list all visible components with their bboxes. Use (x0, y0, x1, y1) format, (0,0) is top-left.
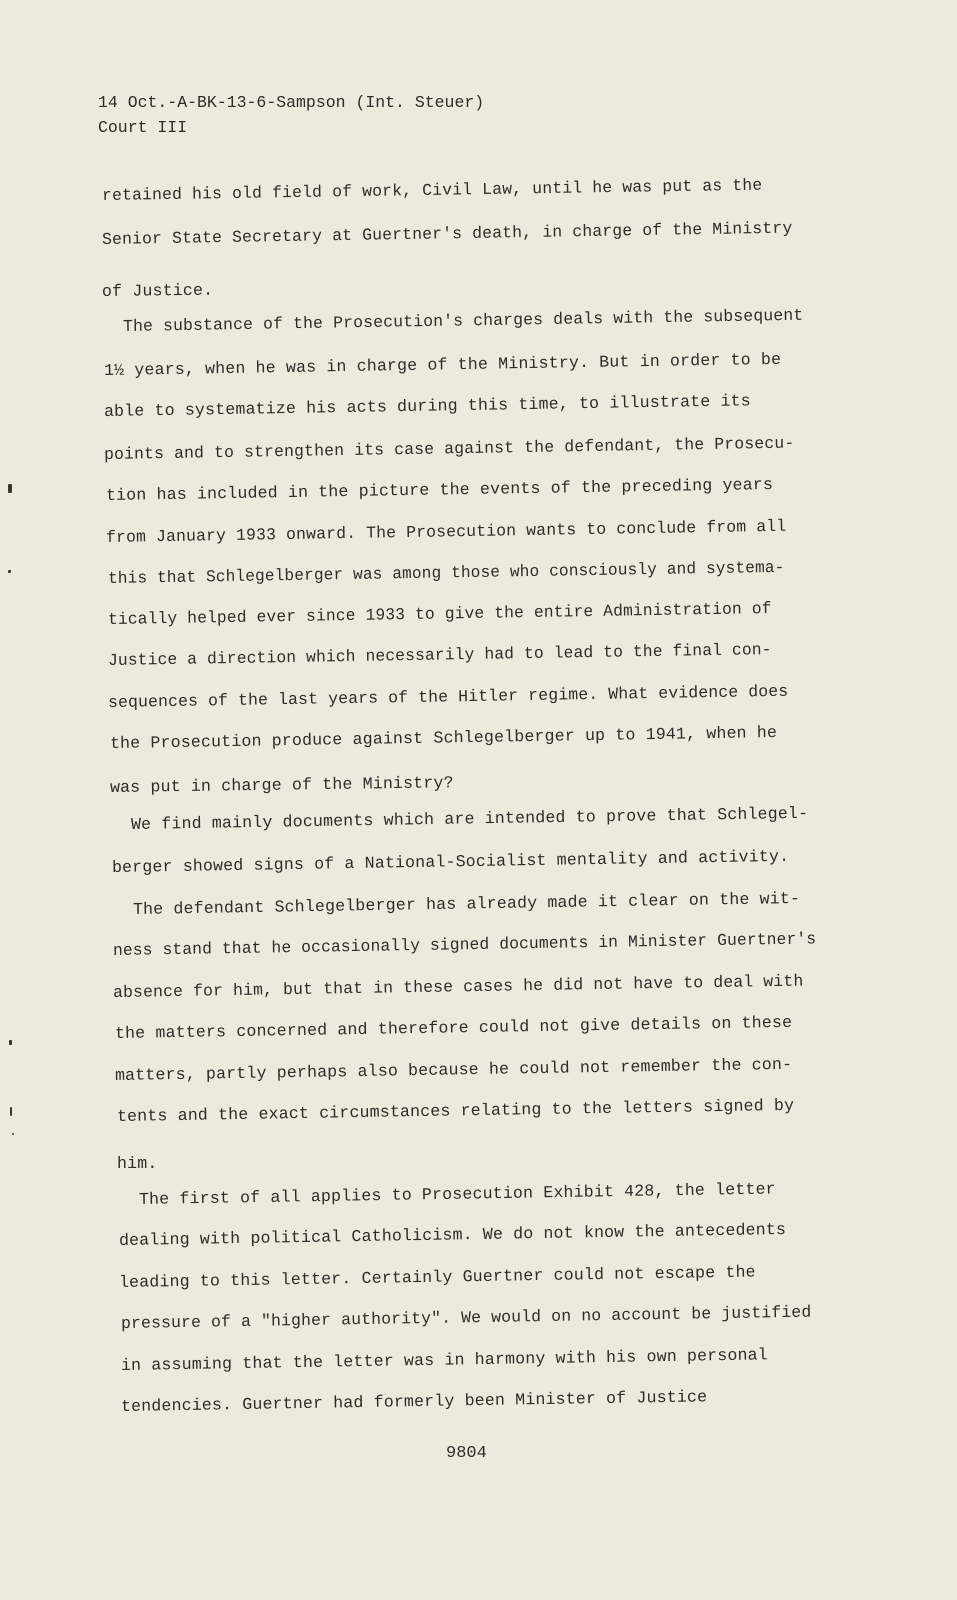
body-line: points and to strengthen its case against the defendant, the Prosecu- (103, 433, 795, 464)
body-line: dealing with political Catholicism. We do not know the antecedents (118, 1219, 787, 1250)
body-line: from January 1933 onward. The Prosecution wants to conclude from all (105, 516, 787, 547)
margin-punch-mark (12, 1133, 14, 1135)
body-line: ness stand that he occasionally signed documents in Minister Guertner's (112, 929, 817, 960)
body-line: in assuming that the letter was in harmony with his own personal (120, 1345, 768, 1375)
body-line: Justice a direction which necessarily had to lead to the final con- (107, 639, 772, 670)
body-line: this that Schlegelberger was among those who consciously and systema- (107, 557, 785, 588)
header-reference-line: 14 Oct.-A-BK-13-6-Sampson (Int. Steuer) (98, 93, 485, 112)
body-line: of Justice. (101, 280, 214, 301)
body-line: him. (117, 1154, 158, 1173)
body-line: tents and the exact circumstances relating to the letters signed by (116, 1095, 795, 1126)
margin-punch-mark (9, 1040, 12, 1045)
body-line: The defendant Schlegelberger has already made it clear on the wit- (132, 888, 801, 919)
body-line: matters, partly perhaps also because he could not remember the con- (114, 1054, 793, 1085)
page-number: 9804 (446, 1444, 487, 1463)
margin-punch-mark (10, 1107, 12, 1116)
body-line: the Prosecution produce against Schlegelberger up to 1941, when he (109, 722, 778, 753)
body-line: tion has included in the picture the events of the preceding years (105, 474, 774, 505)
body-line: was put in charge of the Ministry? (109, 773, 454, 797)
body-line: leading to this letter. Certainly Guertner could not escape the (118, 1262, 756, 1292)
header-court-line: Court III (98, 118, 188, 137)
margin-punch-mark (8, 570, 11, 573)
body-line: We find mainly documents which are intended to prove that Schlegel- (130, 803, 809, 834)
body-line: pressure of a "higher authority". We would on no account be justified (120, 1302, 812, 1333)
body-line: retained his old field of work, Civil Law, until he was put as the (101, 175, 763, 205)
body-line: sequences of the last years of the Hitler regime. What evidence does (107, 681, 789, 712)
body-line: 1½ years, when he was in charge of the Ministry. But in order to be (103, 349, 782, 380)
body-line: tically helped ever since 1933 to give the entire Administration of (107, 598, 772, 629)
body-line: berger showed signs of a National-Socialist mentality and activity. (111, 846, 790, 877)
body-line: absence for him, but that in these cases he did not have to deal with (112, 971, 804, 1002)
body-line: The first of all applies to Prosecution Exhibit 428, the letter (138, 1179, 776, 1209)
margin-punch-mark (8, 484, 12, 493)
body-line: the matters concerned and therefore could not give details on these (114, 1012, 793, 1043)
body-line: tendencies. Guertner had formerly been Minister of Justice (120, 1387, 708, 1416)
body-line: able to systematize his acts during this time, to illustrate its (103, 391, 751, 421)
body-line: Senior State Secretary at Guertner's death, in charge of the Ministry (101, 218, 793, 249)
body-line: The substance of the Prosecution's charges deals with the subsequent (122, 305, 804, 336)
